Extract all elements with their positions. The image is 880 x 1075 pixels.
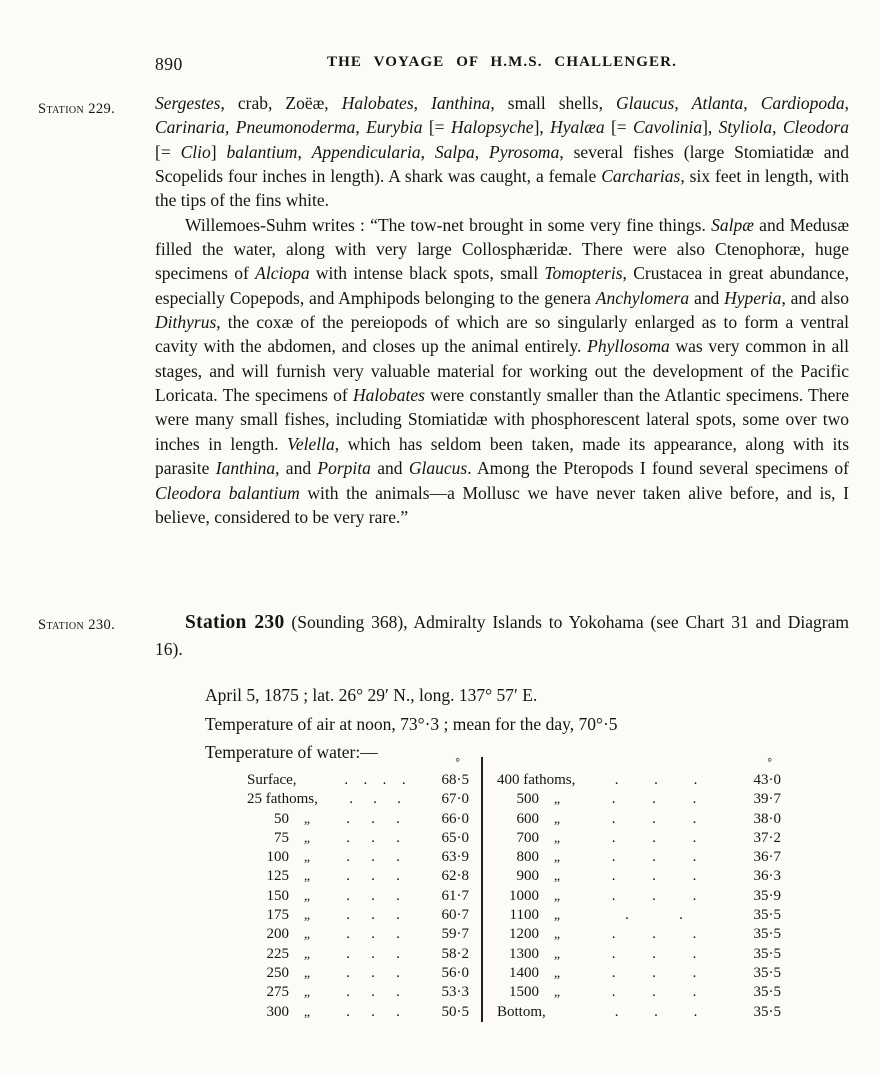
leader-dot: . [346,810,350,827]
depth-value: 1100 [509,907,539,924]
plain-text: ], [702,117,719,138]
ditto-mark: „ [303,908,311,924]
temperature-value: 36·3 [753,868,781,885]
depth-value: 800 [516,849,539,866]
depth-value: 300 [266,1003,289,1020]
leader-dot: . [611,849,616,866]
leader-dot: . [692,945,697,962]
table-row [493,906,781,925]
table-row [493,848,781,867]
ditto-mark: „ [553,830,561,846]
depth-value: 1300 [509,945,539,962]
leader-dot: . [346,868,350,885]
detail-line-air-temperature: Temperature of air at noon, 73°·3 ; mean for the day, 70°·5 [205,713,618,734]
dot-leader [325,829,421,848]
leader-dot: . [344,772,349,788]
paragraph-willemoes-suhm-quote [155,213,849,529]
leader-dot: . [693,1003,698,1020]
paragraph-station-229-species-list [155,91,849,213]
leader-dot: . [396,984,400,1001]
species-name: Salpa [434,141,475,162]
species-name: Velella [287,433,335,454]
table-row [493,964,781,983]
leader-dot: . [692,849,697,866]
species-name: balantium [226,141,298,162]
ditto-mark: „ [303,927,311,943]
leader-dot: . [371,868,375,885]
plain-text: , [474,141,489,162]
leader-dot: . [371,829,375,846]
ditto-mark: „ [553,869,561,885]
ditto-mark: „ [303,1004,311,1020]
species-name: Carcharias [601,166,681,187]
species-name: Styliola [718,117,773,138]
degree-header-row [243,757,469,771]
table-right-rows [493,771,781,1022]
depth-value: 75 [274,829,289,846]
leader-dot: . [346,964,350,981]
temperature-value: 35·5 [753,945,781,962]
plain-text: with intense black spots, small [309,263,545,284]
ditto-mark: „ [553,908,561,924]
temperature-value: 35·5 [753,984,781,1001]
leader-dot: . [652,926,656,943]
table-row [243,906,469,925]
dot-leader [575,810,733,829]
depth-label: Surface, [247,772,297,788]
leader-dot: . [396,945,400,962]
leader-dot: . [652,945,656,962]
species-name: Cavolinia [633,117,703,138]
leader-dot: . [346,926,350,943]
species-name: Carinaria [155,117,226,138]
leader-dot: . [363,772,368,788]
bold-text: Station 230 [185,612,285,633]
plain-text: Willemoes-Suhm writes : “The tow-net brought in some very fine things. [185,214,712,235]
leader-dot: . [346,829,350,846]
leader-dot: . [611,984,616,1001]
plain-text: , [772,117,783,138]
depth-value: 275 [266,984,289,1001]
depth-value: 1400 [509,964,539,981]
plain-text: , and also [781,287,849,308]
leader-dot: . [654,772,658,788]
species-name: Pyrosoma [489,141,560,162]
table-row [493,945,781,964]
station-229-text-block [155,91,849,529]
table-row [243,810,469,829]
depth-value: 250 [266,964,289,981]
table-row [243,867,469,886]
temperature-value: 68·5 [441,772,469,788]
leader-dot: . [346,984,350,1001]
plain-text: , which has seldom been taken, made its appearance, along with its parasite [155,433,850,479]
depth-label: Bottom, [497,1003,546,1020]
dot-leader [575,867,733,886]
ditto-mark: „ [303,830,311,846]
leader-dot: . [611,868,616,885]
station-230-details [205,681,725,767]
plain-text: were constantly smaller than the Atlantic specimens. There were many small fishes, including Stomiatidæ with phosphorescent lateral spots, some over two inches in length. [155,385,849,454]
table-row [243,925,469,944]
leader-dot: . [371,964,375,981]
plain-text: . Among the Pteropods I found several specimens of [467,458,849,479]
species-name: Atlanta [691,93,744,113]
dot-leader [325,983,421,1002]
ditto-mark: „ [303,869,311,885]
leader-dot: . [692,810,697,827]
depth-value: 100 [266,849,289,866]
temperature-value: 67·0 [441,791,469,808]
table-row [243,983,469,1002]
depth-value: 1000 [509,887,539,904]
depth-value: 200 [266,926,289,943]
temperature-value: 59·7 [441,926,469,943]
temperature-value: 66·0 [441,810,469,827]
plain-text: , small shells, [490,93,617,113]
station-230-heading [155,609,849,663]
leader-dot: . [371,907,375,924]
depth-label: 25 fathoms, [247,791,318,808]
temperature-value: 35·9 [753,887,781,904]
depth-value: 125 [266,868,289,885]
species-name: Cleodora [782,117,849,138]
dot-leader [575,906,733,925]
leader-dot: . [654,1003,658,1020]
plain-text: was very common in all stages, and will furnish very valuable material for working out the development of the Pacific Loricata. The specimens of [155,336,850,406]
leader-dot: . [371,849,375,866]
ditto-mark: „ [303,965,311,981]
leader-dot: . [614,1003,619,1020]
plain-text: , several fishes (large Stomiatidæ and Scopelids four inches in length). A shark was caught, a female [155,141,850,187]
temperature-value: 35·5 [753,926,781,943]
species-name: Alciopa [255,263,310,284]
plain-text: [= [155,141,181,162]
dot-leader [575,945,733,964]
table-row [243,771,469,790]
ditto-mark: „ [303,811,311,827]
leader-dot: . [611,964,616,981]
spacer [493,757,724,771]
dot-leader [325,887,421,906]
temperature-value: 43·0 [753,772,781,788]
ditto-mark: „ [553,850,561,866]
leader-dot: . [371,1003,375,1020]
leader-dot: . [397,791,401,808]
table-row [243,887,469,906]
temperature-value: 60·7 [441,907,469,924]
table-row [243,848,469,867]
leader-dot: . [401,772,406,788]
temperature-value: 56·0 [441,964,469,981]
leader-dot: . [611,791,616,808]
species-name: Eurybia [366,117,423,138]
table-row [243,945,469,964]
table-left-column [243,757,469,1022]
temperature-value: 61·7 [441,887,469,904]
leader-dot: . [611,887,616,904]
leader-dot: . [371,887,375,904]
dot-leader [575,848,733,867]
depth-value: 150 [266,887,289,904]
leader-dot: . [652,829,656,846]
leader-dot: . [373,791,377,808]
species-name: Appendicularia [311,141,421,162]
species-name: Sergestes [155,93,221,113]
page-number: 890 [155,54,183,74]
leader-dot: . [371,984,375,1001]
table-right-column [493,757,781,1022]
table-row [493,1003,781,1022]
leader-dot: . [346,887,350,904]
depth-value: 50 [274,810,289,827]
leader-dot: . [692,791,697,808]
dot-leader [325,867,421,886]
plain-text: with the animals—a Mollusc we have never taken alive before, and is, I believe, considered to be very rare.” [155,482,850,527]
temperature-value: 36·7 [753,849,781,866]
ditto-mark: „ [553,946,561,962]
table-row [243,790,469,809]
running-head [155,54,849,78]
leader-dot: . [611,926,616,943]
leader-dot: . [396,926,400,943]
plain-text: , the coxæ of the pereiopods of which are so singularly enlarged as to form a ventral cavity with the abdomen, and closes up the animal entirely. [155,312,849,357]
temperature-value: 37·2 [753,829,781,846]
table-row [493,887,781,906]
plain-text: , [743,93,761,113]
leader-dot: . [652,791,656,808]
plain-text: , [355,117,367,138]
table-row [493,925,781,944]
leader-dot: . [692,926,697,943]
temperature-value: 65·0 [441,829,469,846]
species-name: Halobates [341,93,414,113]
table-row [493,790,781,809]
species-name: Tomopteris [544,263,623,284]
depth-value: 500 [516,791,539,808]
depth-value: 700 [516,829,539,846]
ditto-mark: „ [303,946,311,962]
table-row [243,829,469,848]
species-name: Halopsyche [450,117,534,138]
table-left-rows [243,771,469,1022]
ditto-mark: „ [553,965,561,981]
leader-dot: . [396,868,400,885]
species-name: Cardiopoda [760,93,845,113]
table-row [493,810,781,829]
leader-dot: . [346,907,350,924]
plain-text: , and [275,458,318,479]
temperature-value: 38·0 [753,810,781,827]
dot-leader [325,1003,421,1022]
plain-text: , Crustacea in great abundance, especially Copepods, and Amphipods belonging to the genera [155,263,849,308]
temperature-value: 58·2 [441,945,469,962]
species-name: Halobates [353,385,425,406]
leader-dot: . [371,810,375,827]
temperature-value: 63·9 [441,849,469,866]
species-name: Ianthina [431,93,491,113]
species-name: Dithyrus [155,312,217,333]
dot-leader [575,790,733,809]
dot-leader [575,829,733,848]
plain-text: and [370,458,409,479]
margin-note-station-230: Station 230. [38,617,116,633]
depth-value: 225 [266,945,289,962]
table-row [493,867,781,886]
depth-value: 900 [516,868,539,885]
plain-text: (Sounding 368), Admiralty Islands to Yokohama (see Chart 31 and Diagram 16). [155,612,849,659]
table-row [493,829,781,848]
dot-leader [575,964,733,983]
depth-value: 1200 [509,926,539,943]
temperature-value: 53·3 [441,984,469,1001]
leader-dot: . [396,964,400,981]
leader-dot: . [614,772,619,788]
leader-dot: . [396,810,400,827]
spacer [243,757,412,771]
depth-value: 175 [266,907,289,924]
temperature-value: 35·5 [753,907,781,924]
dot-leader [329,790,421,809]
species-name: Porpita [317,458,371,479]
margin-note-station-229: Station 229. [38,101,116,117]
leader-dot: . [652,849,656,866]
ditto-mark: „ [553,811,561,827]
leader-dot: . [652,810,656,827]
plain-text: [= [422,117,451,138]
leader-dot: . [625,907,629,924]
leader-dot: . [371,926,375,943]
leader-dot: . [692,829,697,846]
leader-dot: . [346,849,350,866]
detail-line-water-temperature-label: Temperature of water:— [205,742,378,763]
dot-leader [329,771,421,790]
leader-dot: . [396,849,400,866]
dot-leader [325,810,421,829]
plain-text: , six feet in length, with the tips of the fins white. [155,166,849,211]
temperature-value: 39·7 [753,791,781,808]
dot-leader [325,945,421,964]
degree-header-row [493,757,781,771]
plain-text: [= [604,117,634,138]
dot-leader [325,925,421,944]
plain-text: , [420,141,435,162]
ditto-mark: „ [303,850,311,866]
species-name: Anchylomera [595,287,690,308]
leader-dot: . [692,887,697,904]
leader-dot: . [692,964,697,981]
leader-dot: . [349,791,353,808]
leader-dot: . [693,772,698,788]
leader-dot: . [396,907,400,924]
ditto-mark: „ [553,927,561,943]
plain-text: and Medusæ filled the water, along with very large Collosphæridæ. There were also Ctenophoræ, huge specimens of [155,214,850,284]
leader-dot: . [346,1003,350,1020]
depth-label: 400 fathoms, [497,772,576,788]
leader-dot: . [692,984,697,1001]
leader-dot: . [371,945,375,962]
leader-dot: . [652,984,656,1001]
table-row [493,771,781,790]
leader-dot: . [692,868,697,885]
ditto-mark: „ [553,792,561,808]
ditto-mark: „ [553,985,561,1001]
dot-leader [575,887,733,906]
depth-value: 1500 [509,984,539,1001]
ditto-mark: „ [553,888,561,904]
dot-leader [575,983,733,1002]
species-name: Clio [180,141,211,162]
temperature-value: 50·5 [441,1003,469,1020]
dot-leader [575,925,733,944]
dot-leader [579,771,733,790]
leader-dot: . [396,829,400,846]
dot-leader [579,1003,733,1022]
depth-value: 600 [516,810,539,827]
leader-dot: . [611,829,616,846]
temperature-value: 62·8 [441,868,469,885]
species-name: Hyalæa [550,117,605,138]
plain-text: and [689,287,725,308]
species-name: Pneumonoderma [235,117,356,138]
page-header-title: THE VOYAGE OF H.M.S. CHALLENGER. [327,54,677,70]
column-divider-rule [481,757,483,1022]
plain-text: , [844,93,850,113]
ditto-mark: „ [303,888,311,904]
detail-line-date-position: April 5, 1875 ; lat. 26° 29′ N., long. 137° 57′ E. [205,685,538,705]
plain-text: ] [210,141,227,162]
ditto-mark: „ [303,985,311,1001]
species-name: Glaucus [616,93,675,113]
plain-text: , crab, Zoëæ, [220,93,342,113]
species-name: Salpæ [711,214,754,235]
plain-text: ], [533,117,551,138]
degree-mark: ° [767,757,772,769]
dot-leader [325,848,421,867]
species-name: Phyllosoma [587,336,670,357]
leader-dot: . [652,964,656,981]
plain-text: , [674,93,692,113]
temperature-value: 35·5 [753,964,781,981]
leader-dot: . [346,945,350,962]
leader-dot: . [611,945,616,962]
species-name: Cleodora balantium [155,482,300,503]
species-name: Ianthina [215,458,276,479]
plain-text: , [297,141,312,162]
species-name: Glaucus [408,458,468,479]
leader-dot: . [679,907,683,924]
species-name: Hyperia [724,287,782,308]
dot-leader [325,964,421,983]
leader-dot: . [652,868,656,885]
water-temperature-table [243,757,799,1022]
temperature-value: 35·5 [753,1003,781,1020]
leader-dot: . [382,772,387,788]
leader-dot: . [396,1003,400,1020]
leader-dot: . [652,887,656,904]
table-row [243,1003,469,1022]
leader-dot: . [396,887,400,904]
leader-dot: . [611,810,616,827]
table-row [243,964,469,983]
table-row [493,983,781,1002]
dot-leader [325,906,421,925]
plain-text: , [413,93,432,113]
degree-mark: ° [455,757,460,769]
plain-text: , [225,117,236,138]
